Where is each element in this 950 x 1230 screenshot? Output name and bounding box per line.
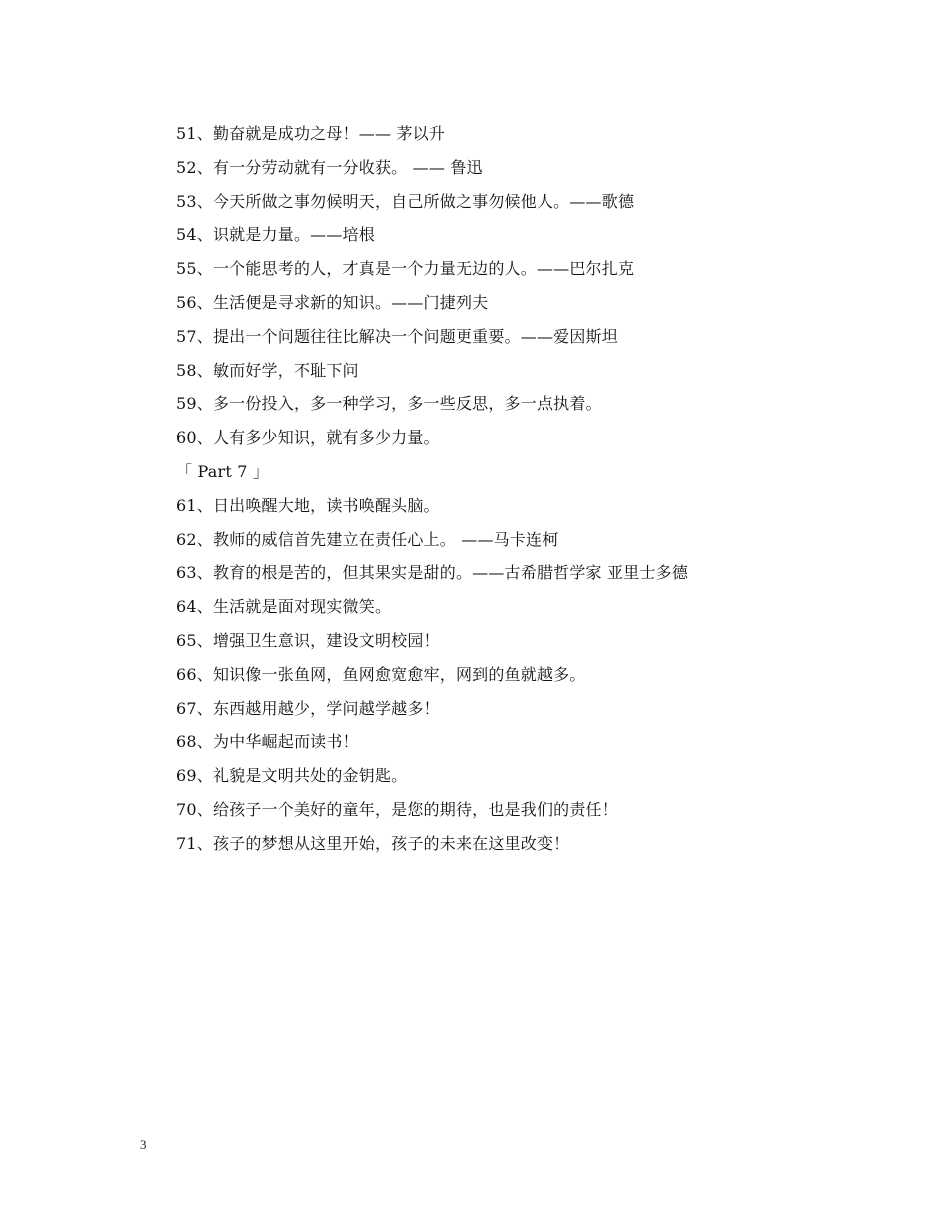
quote-line-53: 53、今天所做之事勿候明天，自己所做之事勿候他人。——歌德 <box>176 191 635 211</box>
quote-line-56: 56、生活便是寻求新的知识。——门捷列夫 <box>176 292 489 312</box>
quote-line-55: 55、一个能思考的人，才真是一个力量无边的人。——巴尔扎克 <box>176 259 635 279</box>
quote-list <box>176 117 876 861</box>
quote-line-58: 58、敏而好学，不耻下问 <box>176 360 359 380</box>
quote-line-54: 54、识就是力量。——培根 <box>176 225 375 245</box>
quote-line-63: 63、教育的根是苦的，但其果实是甜的。——古希腊哲学家 亚里士多德 <box>176 563 689 583</box>
quote-line-69: 69、礼貌是文明共处的金钥匙。 <box>176 766 408 786</box>
quote-line-68: 68、为中华崛起而读书！ <box>176 732 359 752</box>
quote-line-51: 51、勤奋就是成功之母！—— 茅以升 <box>176 124 446 143</box>
quote-line-64: 64、生活就是面对现实微笑。 <box>176 597 392 617</box>
quote-line-60: 60、人有多少知识，就有多少力量。 <box>176 428 440 448</box>
section-heading-part-7: 「 Part 7 」 <box>176 461 270 481</box>
quote-line-57: 57、提出一个问题往往比解决一个问题更重要。——爱因斯坦 <box>176 326 618 346</box>
quote-line-61: 61、日出唤醒大地，读书唤醒头脑。 <box>176 495 440 515</box>
quote-line-71: 71、孩子的梦想从这里开始，孩子的未来在这里改变！ <box>176 833 570 853</box>
quote-line-70: 70、给孩子一个美好的童年，是您的期待，也是我们的责任！ <box>176 799 618 819</box>
quote-line-62: 62、教师的威信首先建立在责任心上。 ——马卡连柯 <box>176 529 559 549</box>
quote-line-67: 67、东西越用越少，学问越学越多！ <box>176 698 440 718</box>
quote-line-65: 65、增强卫生意识，建设文明校园！ <box>176 630 440 650</box>
quote-line-66: 66、知识像一张鱼网，鱼网愈宽愈牢，网到的鱼就越多。 <box>176 664 586 684</box>
quote-line-52: 52、有一分劳动就有一分收获。 —— 鲁迅 <box>176 157 483 177</box>
quote-line-59: 59、多一份投入，多一种学习，多一些反思，多一点执着。 <box>176 394 602 414</box>
page-number: 3 <box>140 1137 147 1152</box>
